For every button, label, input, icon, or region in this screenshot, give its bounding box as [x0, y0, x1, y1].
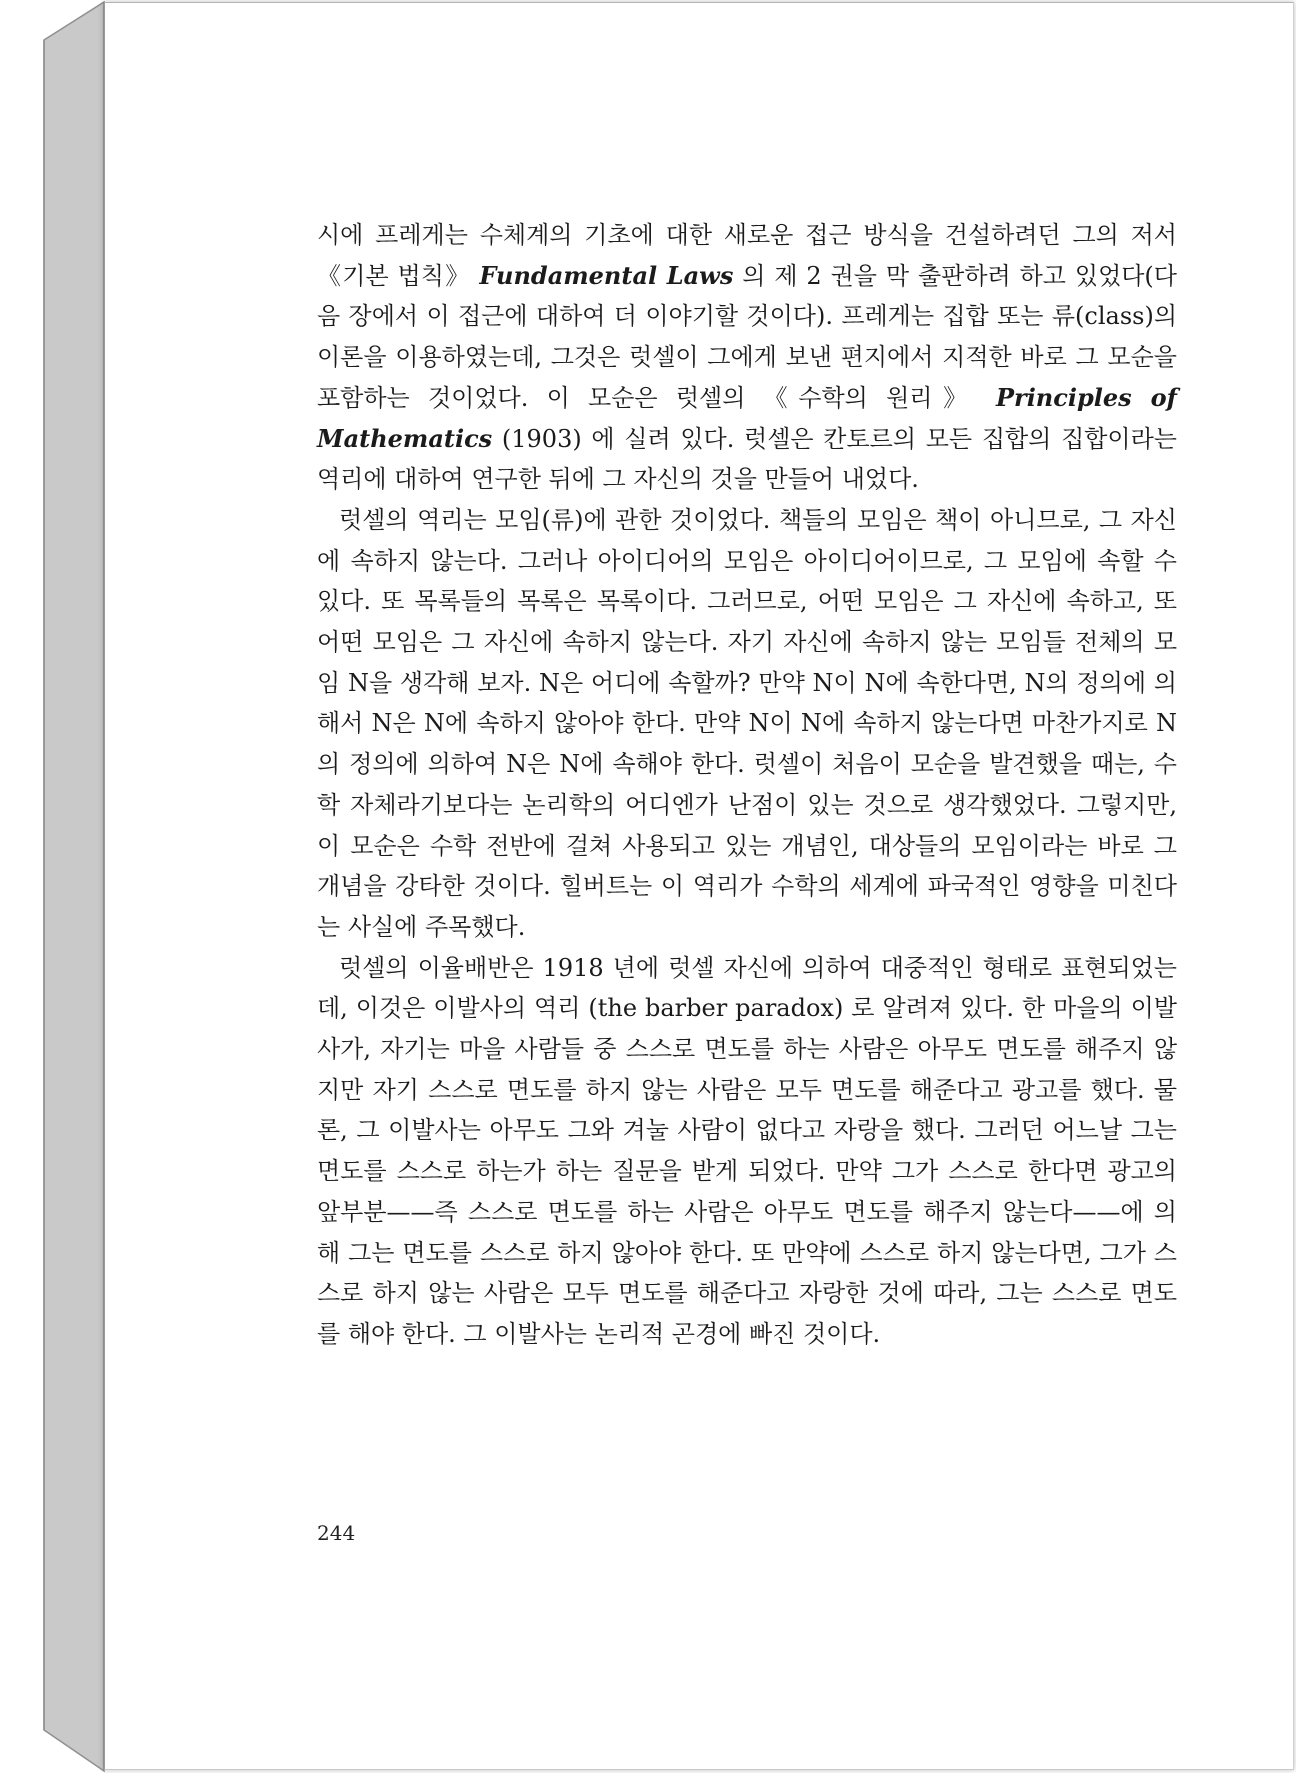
paragraph-1-part-2: 의 제 2 권을 막 출판하려 하고 있었다(다음 장에서 이 접근에 대하여 더 이야기할 것이다). 프레게는 집합 또는 류(class)의 이론을 이용하였는데, 그것은 럿셀이 그에게 보낸 편지에서 지적한 바로 그 모순을 포함하는 것이었다. 이 모순은 럿셀의 《수학의 원리》 — [317, 261, 1177, 412]
paragraph-1-part-3: (1903) 에 실려 있다. 럿셀은 칸토르의 모든 집합의 집합이라는 역리에 대하여 연구한 뒤에 그 자신의 것을 만들어 내었다. — [317, 424, 1177, 494]
book-spine — [0, 0, 112, 1773]
paragraph-2: 럿셀의 역리는 모임(류)에 관한 것이었다. 책들의 모임은 책이 아니므로, 그 자신에 속하지 않는다. 그러나 아이디어의 모임은 아이디어이므로, 그 모임에 속할 수 있다. 또 목록들의 목록은 목록이다. 그러므로, 어떤 모임은 그 자신에 속하고, 또 어떤 모임은 그 자신에 속하지 않는다. 자기 자신에 속하지 않는 모임들 전체의 모임 N을 생각해 보자. N은 어디에 속할까? 만약 N이 N에 속한다면, N의 정의에 의해서 N은 N에 속하지 않아야 한다. 만약 N이 N에 속하지 않는다면 마찬가지로 N의 정의에 의하여 N은 N에 속해야 한다. 럿셀이 처음이 모순을 발견했을 때는, 수학 자체라기보다는 논리학의 어디엔가 난점이 있는 것으로 생각했었다. 그렇지만, 이 모순은 수학 전반에 걸쳐 사용되고 있는 개념인, 대상들의 모임이라는 바로 그 개념을 강타한 것이다. 힐버트는 이 역리가 수학의 세계에 파국적인 영향을 미친다는 사실에 주목했다. — [317, 505, 1177, 941]
page-body-text — [317, 215, 1177, 1355]
page-number: 244 — [317, 1521, 356, 1545]
paragraph-3: 럿셀의 이율배반은 1918 년에 럿셀 자신에 의하여 대중적인 형태로 표현되었는데, 이것은 이발사의 역리 (the barber paradox) 로 알려져 있다. 한 마을의 이발사가, 자기는 마을 사람들 중 스스로 면도를 하는 사람은 아무도 면도를 해주지 않지만 자기 스스로 면도를 하지 않는 사람은 모두 면도를 해준다고 광고를 했다. 물론, 그 이발사는 아무도 그와 겨눌 사람이 없다고 자랑을 했다. 그러던 어느날 그는 면도를 스스로 하는가 하는 질문을 받게 되었다. 만약 그가 스스로 한다면 광고의 앞부분——즉 스스로 면도를 하는 사람은 아무도 면도를 해주지 않는다——에 의해 그는 면도를 스스로 하지 않아야 한다. 또 만약에 스스로 하지 않는다면, 그가 스스로 하지 않는 사람은 모두 면도를 해준다고 자랑한 것에 따라, 그는 스스로 면도를 해야 한다. 그 이발사는 논리적 곤경에 빠진 것이다. — [317, 953, 1177, 1348]
paragraph-1 — [317, 215, 1177, 500]
paragraph-1-title-principles: Principles of Mathematics — [317, 382, 1177, 453]
paragraph-1-title-fundamental-laws: Fundamental Laws — [479, 260, 734, 290]
paragraph-1-part-1: 시에 프레게는 수체계의 기초에 대한 새로운 접근 방식을 건설하려던 그의 저서 《기본 법칙》 — [317, 221, 1177, 290]
book-page — [104, 2, 1294, 1770]
